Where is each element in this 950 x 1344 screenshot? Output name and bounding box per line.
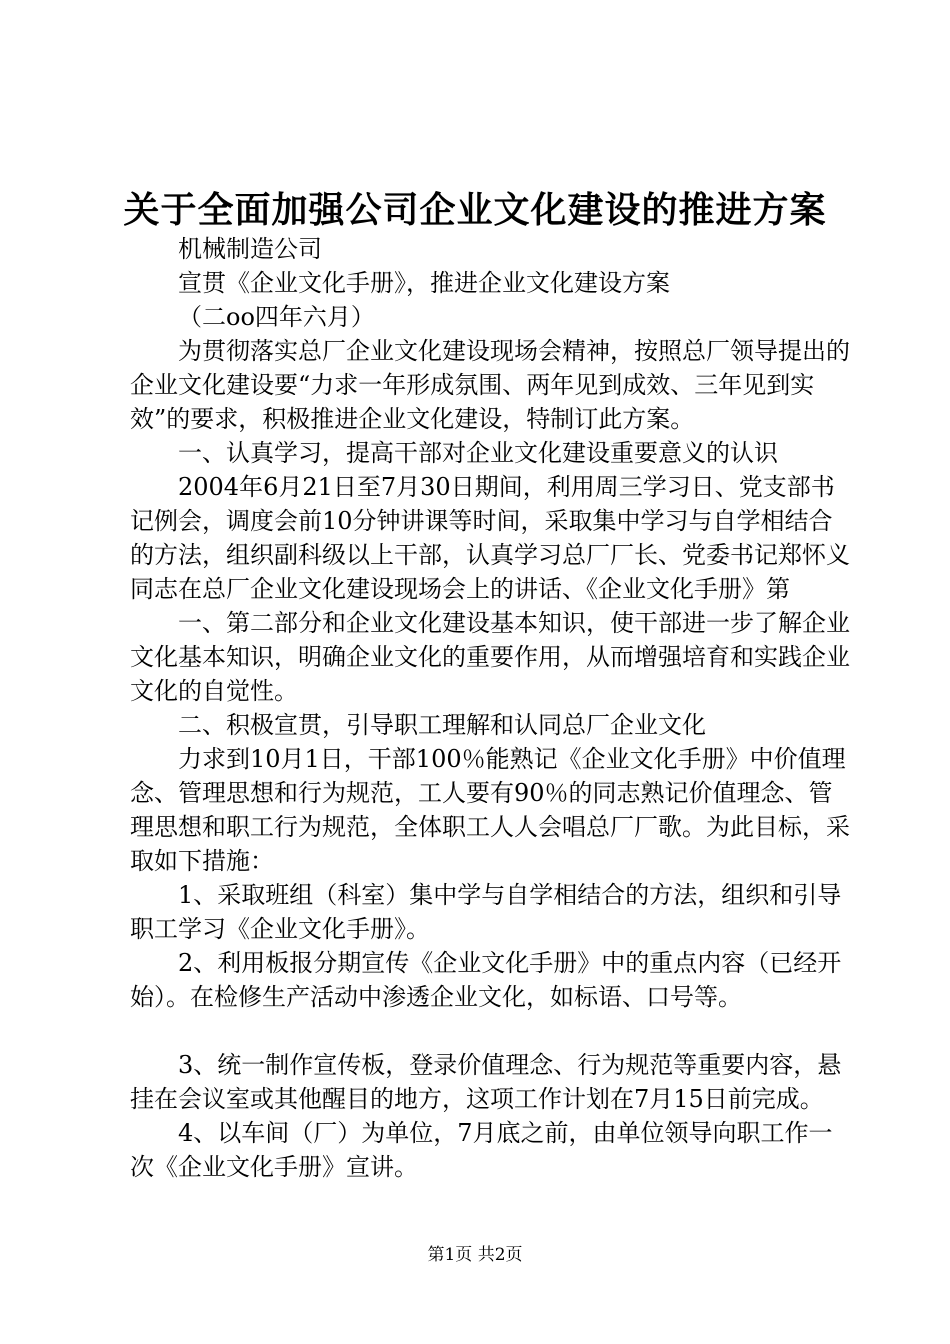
plan-date: （二oo四年六月） (178, 303, 375, 331)
section-1-paragraph: 2004年6月21日至7月30日期间，利用周三学习日、党支部书记例会，调度会前10分钟讲课等时间，采取集中学习与自学相结合的方法，组织副科级以上干部，认真学习总厂厂长、党委书记郑怀义同志在总厂企业文化建设现场会上的讲话、《企业文化手册》第 (130, 473, 850, 603)
measure-item-4: 4、以车间（厂）为单位，7月底之前，由单位领导向职工作一次《企业文化手册》宣讲。 (130, 1119, 833, 1181)
measure-item-2: 2、利用板报分期宣传《企业文化手册》中的重点内容（已经开始）。在检修生产活动中渗透企业文化，如标语、口号等。 (130, 949, 842, 1011)
section-1-continuation: 一、第二部分和企业文化建设基本知识，使干部进一步了解企业文化基本知识，明确企业文化的重要作用，从而增强培育和实践企业文化的自觉性。 (130, 609, 850, 705)
document-body (130, 232, 850, 1184)
section-heading-1: 一、认真学习，提高干部对企业文化建设重要意义的认识 (178, 439, 778, 467)
measure-item-1: 1、采取班组（科室）集中学与自学相结合的方法，组织和引导职工学习《企业文化手册》。 (130, 881, 842, 943)
company-name: 机械制造公司 (178, 235, 322, 263)
measure-item-3: 3、统一制作宣传板，登录价值理念、行为规范等重要内容，悬挂在会议室或其他醒目的地方，这项工作计划在7月15日前完成。 (130, 1051, 842, 1113)
section-heading-2: 二、积极宣贯，引导职工理解和认同总厂企业文化 (178, 711, 706, 739)
document-title: 关于全面加强公司企业文化建设的推进方案 (123, 189, 827, 231)
intro-paragraph: 为贯彻落实总厂企业文化建设现场会精神，按照总厂领导提出的企业文化建设要“力求一年形成氛围、两年见到成效、三年见到实效”的要求，积极推进企业文化建设，特制订此方案。 (130, 337, 850, 433)
plan-subtitle: 宣贯《企业文化手册》，推进企业文化建设方案 (178, 269, 670, 297)
paragraph-gap (130, 1014, 850, 1048)
page-footer: 第1页 共2页 (427, 1245, 523, 1265)
section-2-paragraph: 力求到10月1日，干部100％能熟记《企业文化手册》中价值理念、管理思想和行为规范，工人要有90％的同志熟记价值理念、管理思想和职工行为规范，全体职工人人会唱总厂厂歌。为此目标，采取如下措施： (130, 745, 850, 875)
